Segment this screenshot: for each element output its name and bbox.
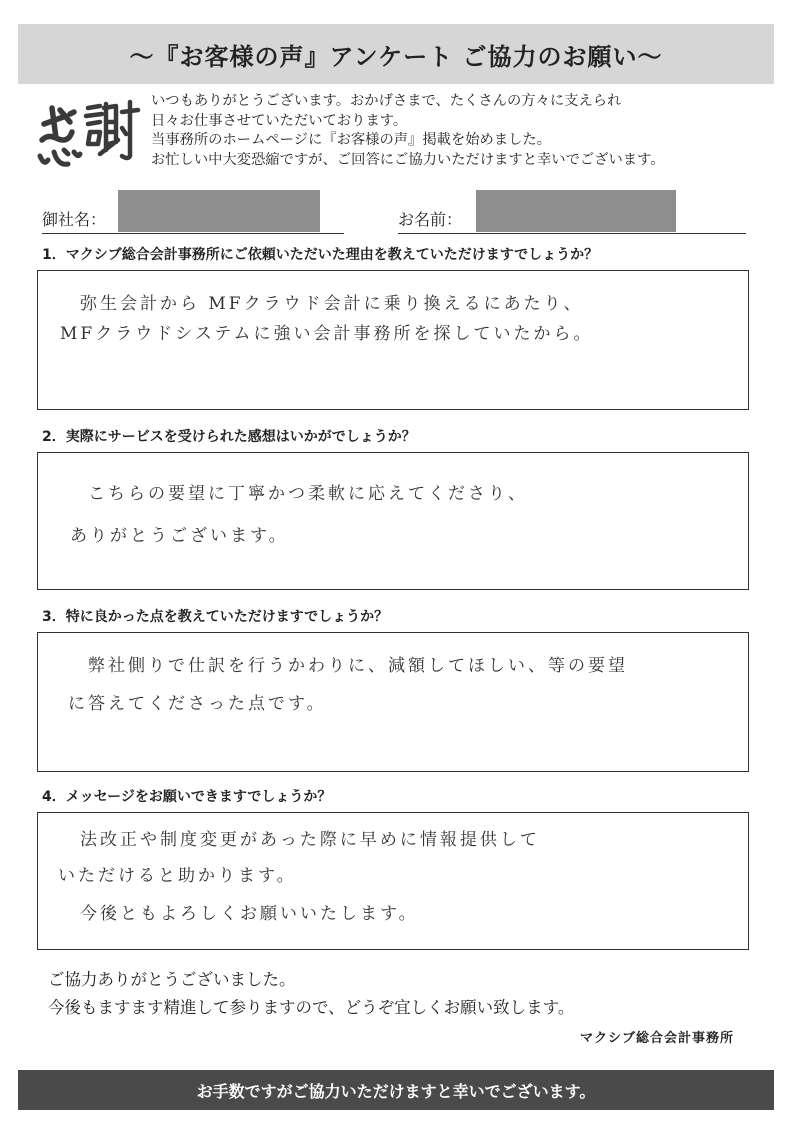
answer-1-line: 弥生会計から MFクラウド会計に乗り換えるにあたり、 <box>80 294 584 314</box>
answer-1-box[interactable] <box>37 270 749 410</box>
answer-1-line: MFクラウドシステムに強い会計事務所を探していたから。 <box>60 324 594 344</box>
customer-name-redaction <box>476 190 676 232</box>
intro-line: 日々お仕事させていただいております。 <box>151 112 408 129</box>
intro-line: お忙しい中大変恐縮ですが、ご回答にご協力いただけますと幸いでございます。 <box>151 151 665 168</box>
question-1-label: 1．マクシブ総合会計事務所にご依頼いただいた理由を教えていただけますでしょうか？ <box>42 247 599 263</box>
answer-4-line: 今後ともよろしくお願いいたします。 <box>80 904 419 924</box>
answer-4-line: 法改正や制度変更があった際に早めに情報提供して <box>80 830 540 850</box>
question-2-label: 2．実際にサービスを受けられた感想はいかがでしょうか？ <box>42 429 416 445</box>
customer-name-label: お名前： <box>398 210 463 229</box>
question-4-label: 4．メッセージをお願いできますでしょうか？ <box>42 789 332 805</box>
closing-thanks: ご協力ありがとうございました。 <box>48 970 296 989</box>
footer-banner <box>18 1070 774 1110</box>
answer-3-box[interactable] <box>37 632 749 772</box>
intro-line: いつもありがとうございます。おかげさまで、たくさんの方々に支えられ <box>151 93 622 109</box>
firm-signature: マクシブ総合会計事務所 <box>579 1031 734 1046</box>
company-name-underline <box>42 233 344 234</box>
page-title: ～『お客様の声』アンケート ご協力のお願い～ <box>129 42 663 71</box>
answer-4-box[interactable] <box>37 812 749 950</box>
kansha-logo <box>30 94 142 180</box>
footer-text: お手数ですがご協力いただけますと幸いでございます。 <box>196 1081 596 1101</box>
answer-4-line: いただけると助かります。 <box>58 866 297 886</box>
answer-3-line: 弊社側りで仕訳を行うかわりに、減額してほしい、等の要望 <box>88 656 628 676</box>
answer-3-line: に答えてくださった点です。 <box>68 694 327 714</box>
answer-2-line: ありがとうございます。 <box>70 526 289 546</box>
customer-name-underline <box>398 233 746 234</box>
answer-2-box[interactable] <box>37 452 749 590</box>
company-name-redaction <box>118 190 320 232</box>
closing-message: 今後もますます精進して参りますので、どうぞ宜しくお願い致します。 <box>48 998 575 1017</box>
intro-text <box>151 92 771 170</box>
header-banner <box>18 24 774 84</box>
question-3-label: 3．特に良かった点を教えていただけますでしょうか？ <box>42 609 389 625</box>
company-name-label: 御社名： <box>42 210 107 229</box>
customer-name-field[interactable] <box>398 190 746 234</box>
answer-2-line: こちらの要望に丁寧かつ柔軟に応えてくださり、 <box>88 484 528 504</box>
company-name-field[interactable] <box>42 190 344 234</box>
intro-line: 当事務所のホームページに『お客様の声』掲載を始めました。 <box>151 132 552 148</box>
